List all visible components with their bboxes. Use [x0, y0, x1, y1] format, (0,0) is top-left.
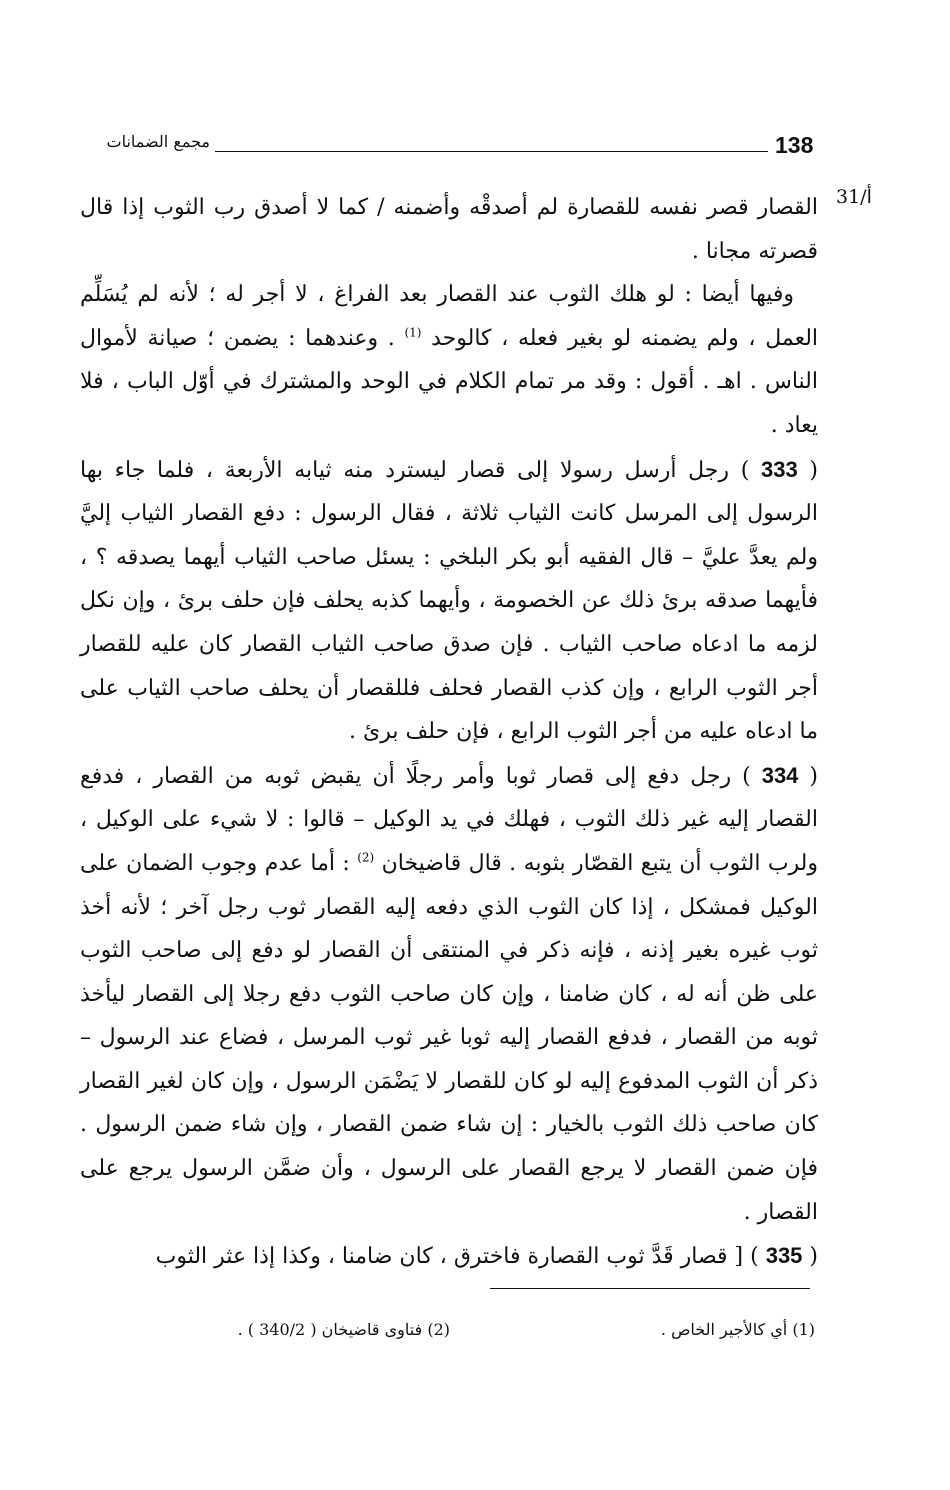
paragraph-text: : أما عدم وجوب الضمان على الوكيل فمشكل ، إذا كان الثوب الذي دفعه إليه القصار ثوب رجل آخر ؛ لأنه أخذ ثوب غيره بغير إذنه ، فإنه ذكر في المنتقى أن القصار لو دفع إلى صاحب الثوب على ظن أنه له ، كان ضامنا ، وإن كان صاحب الثوب دفع رجلا إلى القصار ليأخذ ثوبه من القصار ، فدفع القصار إليه ثوبا غير ثوب المرسل ، فضاع عند الرسول – ذكر أن الثوب المدفوع إليه لو كان للقصار لا يَضْمَن الرسول ، وإن كان لغير القصار كان صاحب ذلك الثوب بالخيار : إن شاء ضمن القصار ، وإن شاء ضمن الرسول . فإن ضمن القصار لا يرجع القصار على الرسول ، وأن ضمَّن الرسول يرجع على القصار .	[80, 850, 818, 1225]
paragraph-continuation: القصار قصر نفسه للقصارة لم أصدقْه وأضمنه / كما لا أصدق رب الثوب إذا قال قصرته مجانا .	[80, 195, 818, 264]
paragraph-text: ) رجل دفع إلى قصار ثوبا وأمر رجلًا أن يقبض ثوبه من القصار ، فدفع القصار إليه غير ذلك الثوب ، فهلك في يد الوكيل – قالوا : لا شيء على الوكيل ، ولرب الثوب أن يتبع القصّار بثوبه . قال قاضيخان	[80, 763, 818, 876]
footnote-ref-1: (1)	[404, 325, 422, 340]
issue-number: 333	[761, 456, 798, 482]
paragraph-text: ) رجل أرسل رسولا إلى قصار ليسترد منه ثيابه الأربعة ، فلما جاء بها الرسول إلى المرسل كانت الثياب ثلاثة ، فقال الرسول : دفع القصار الثياب إليَّ ولم يعدَّ عليَّ – قال الفقيه أبو بكر البلخي : يسئل صاحب الثياب أيهما يصدقه ؟ ، فأيهما صدقه برئ ذلك عن الخصومة ، وأيهما كذبه يحلف فإن حلف برئ ، وإن نكل لزمه ما ادعاه صاحب الثياب . فإن صدق صاحب الثياب القصار كان عليه للقصار أجر الثوب الرابع ، وإن كذب القصار فحلف فللقصار أن يحلف صاحب الثياب على ما ادعاه عليه من أجر الثوب الرابع ، فإن حلف برئ .	[80, 457, 818, 745]
footnote-rule	[490, 1288, 810, 1289]
paragraph-fiha-aydan	[80, 273, 818, 447]
header-rule	[215, 151, 768, 152]
paragraph-334	[80, 754, 818, 1235]
issue-number: 334	[761, 762, 799, 788]
body-text	[80, 186, 818, 1279]
margin-folio-note: 31/أ	[836, 186, 872, 208]
paren-open: (	[802, 1244, 818, 1270]
paragraph-text: وفيها أيضا : لو هلك الثوب عند القصار بعد الفراغ ، لا أجر له ؛ لأنه لم يُسَلِّم العمل ، ولم يضمنه لو بغير فعله ، كالوحد	[80, 282, 819, 351]
issue-number: 335	[765, 1243, 803, 1269]
paragraph-333	[80, 448, 818, 754]
footnote-1: (1) أي كالأجير الخاص .	[660, 1320, 815, 1339]
paragraph-text: . وعندهما : يضمن ؛ صيانة لأموال الناس . اهـ . أقول : وقد مر تمام الكلام في الوحد والمشترك في أوّل الباب ، فلا يعاد .	[80, 325, 818, 438]
paren-open: (	[798, 763, 819, 789]
paragraph-text: ) [ قصار قَدَّ ثوب القصارة فاخترق ، كان ضامنا ، وكذا إذا عثر الثوب	[155, 1244, 766, 1270]
page-number: 138	[775, 132, 814, 158]
footnote-2: (2) فتاوى قاضيخان ( 340/2 ) .	[237, 1320, 450, 1339]
paragraph-335	[80, 1234, 818, 1279]
footnote-ref-2: (2)	[357, 850, 375, 865]
running-title: مجمع الضمانات	[106, 132, 210, 151]
paren-open: (	[797, 457, 818, 483]
